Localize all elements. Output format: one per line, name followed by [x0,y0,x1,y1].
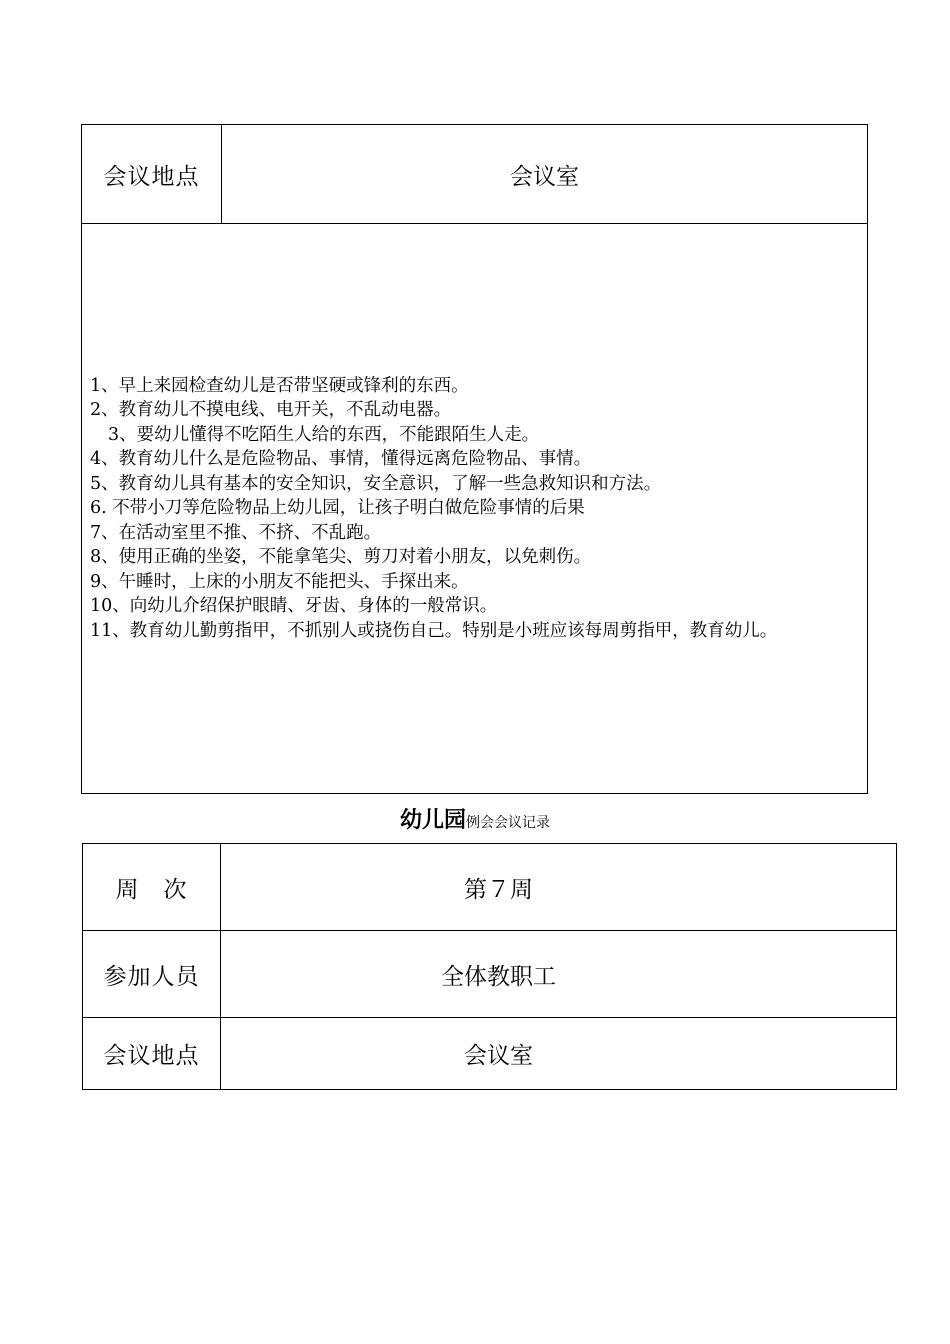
list-item: 11、教育幼儿勤剪指甲，不抓别人或挠伤自己。特别是小班应该每周剪指甲，教育幼儿。 [90,620,778,641]
location-label: 会议地点 [82,125,222,224]
location-value-2: 会议室 [221,1018,897,1090]
location-label-2: 会议地点 [83,1018,221,1090]
attendees-row [83,931,897,1018]
list-item: 6. 不带小刀等危险物品上幼儿园，让孩子明白做危险事情的后果 [90,498,585,519]
list-item: 3、要幼儿懂得不吃陌生人给的东西，不能跟陌生人走。 [108,424,540,445]
meeting-info-table [82,843,897,1090]
meeting-content-table [81,124,868,794]
list-item: 7、在活动室里不推、不挤、不乱跑。 [90,522,382,543]
title-main: 幼儿园 [399,808,466,833]
location-row-2 [83,1018,897,1090]
attendees-label: 参加人员 [83,931,221,1018]
week-row [83,844,897,931]
content-cell [82,224,868,794]
title-suffix: 例会会议记录 [466,815,550,831]
week-label: 周 次 [83,844,221,931]
safety-items-list [82,374,867,644]
list-item: 1、早上来园检查幼儿是否带坚硬或锋利的东西。 [90,375,469,396]
attendees-value: 全体教职工 [221,931,897,1018]
list-item: 4、教育幼儿什么是危险物品、事情，懂得远离危险物品、事情。 [90,449,592,470]
list-item: 10、向幼儿介绍保护眼睛、牙齿、身体的一般常识。 [90,596,498,617]
location-value: 会议室 [222,125,868,224]
list-item: 9、午睡时，上床的小朋友不能把头、手探出来。 [90,571,469,592]
week-value: 第７周 [221,844,897,931]
content-row [82,224,868,794]
list-item: 8、使用正确的坐姿，不能拿笔尖、剪刀对着小朋友，以免刺伤。 [90,547,592,568]
list-item: 5、教育幼儿具有基本的安全知识，安全意识，了解一些急救知识和方法。 [90,473,662,494]
list-item: 2、教育幼儿不摸电线、电开关，不乱动电器。 [90,400,452,421]
document-title [0,803,950,834]
location-row [82,125,868,224]
